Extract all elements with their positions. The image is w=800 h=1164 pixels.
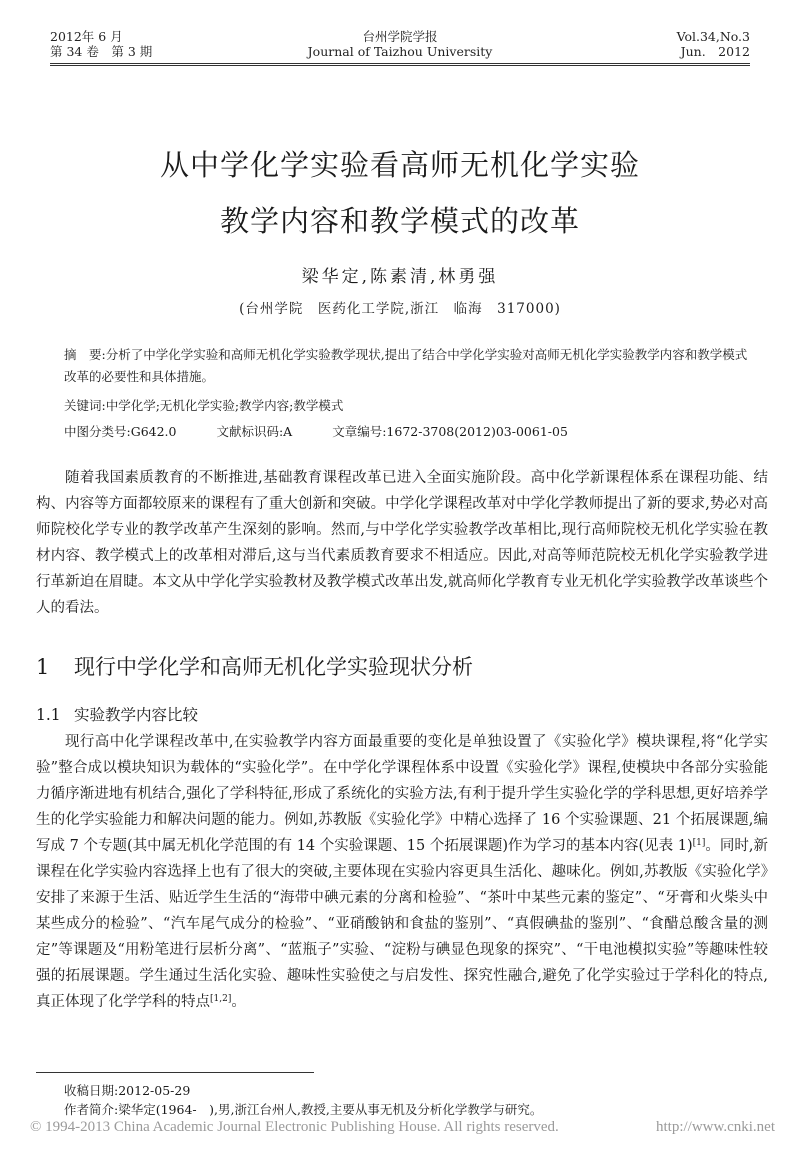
section-heading-1	[36, 651, 473, 681]
issue-date: 2012年 6 月	[50, 29, 123, 44]
received-date-footnote: 收稿日期:2012-05-29	[64, 1083, 191, 1098]
paper-title-line2: 教学内容和教学模式的改革	[219, 204, 580, 238]
footnote-rule	[36, 1072, 314, 1073]
subsection-title: 实验教学内容比较	[74, 706, 199, 724]
paragraph-text-part1: 现行高中化学课程改革中,在实验教学内容方面最重要的变化是单独设置了《实验化学》模块课程,将“化学实验”整合成以模块知识为载体的“实验化学”。在中学化学课程体系中设置《实验化学》课程,使模块中各部分实验能力循序渐进地有机结合,强化了学科特征,形成了系统化的实验方法,有利于提升学生实验化学的学科思想,更好培养学生的化学实验能力和解决问题的能力。例如,苏教版《实验化学》中精心选择了 16 个实验课题、21 个拓展课题,编写成 7 个专题(其中属无机化学范围的有 14 个实验课题、15 个拓展课题)作为学习的基本内容(见表 1)	[36, 734, 768, 854]
journal-name-cn: 台州学院学报	[362, 29, 438, 44]
copyright-text: © 1994-2013 China Academic Journal Electronic Publishing House. All rights reserved.	[30, 1119, 559, 1135]
paragraph-text-part2: 。同时,新课程在化学实验内容选择上也有了很大的突破,主要体现在实验内容更具生活化、趣味化。例如,苏教版《实验化学》安排了来源于生活、贴近学生生活的“海带中碘元素的分离和检验”、“茶叶中某些元素的鉴定”、“牙膏和火柴头中某些成分的检验”、“汽车尾气成分的检验”、“亚硝酸钠和食盐的鉴别”、“真假碘盐的鉴别”、“食醋总酸含量的测定”等课题及“用粉笔进行层析分离”、“蓝瓶子”实验、“淀粉与碘显色现象的探究”、“干电池模拟实验”等趣味性较强的拓展课题。学生通过生活化实验、趣味性实验使之与启发性、探究性融合,避免了化学实验过于学科化的特点,真正体现了化学学科的特点	[36, 838, 768, 1010]
abstract-label: 摘 要:	[64, 347, 106, 362]
copyright-footer	[30, 1119, 775, 1136]
paragraph-text-part3: 。	[231, 994, 246, 1010]
volume-issue: 第 34 卷 第 3 期	[50, 44, 153, 59]
document-code: 文献标识码:A	[216, 424, 293, 439]
author-affiliation: (台州学院 医药化工学院,浙江 临海 317000)	[239, 301, 561, 317]
classification-line	[64, 421, 754, 443]
clc-number: 中图分类号:G642.0	[64, 424, 177, 439]
cnki-link[interactable]: http://www.cnki.net	[655, 1119, 775, 1135]
intro-paragraph: 随着我国素质教育的不断推进,基础教育课程改革已进入全面实施阶段。高中化学新课程体系在课程功能、结构、内容等方面都较原来的课程有了重大创新和突破。中学化学课程改革对中学化学教师提出了新的要求,势必对高师院校化学专业的教学改革产生深刻的影响。然而,与中学化学实验教学改革相比,现行高师院校无机化学实验在教材内容、教学模式上的改革相对滞后,这与当代素质教育要求不相适应。因此,对高等师范院校无机化学实验教学进行革新迫在眉睫。本文从中学化学实验教材及教学模式改革出发,就高师化学教育专业无机化学实验教学改革谈些个人的看法。	[36, 470, 768, 616]
running-header-right	[677, 29, 750, 59]
header-rule-bottom	[50, 65, 750, 66]
subsection-paragraph	[36, 729, 768, 1015]
abstract	[64, 344, 754, 388]
subsection-heading-1-1	[36, 703, 198, 725]
article-number: 文章编号:1672-3708(2012)03-0061-05	[332, 424, 568, 439]
citation-1-2: [1,2]	[210, 994, 232, 1004]
abstract-text: 分析了中学化学实验和高师无机化学实验教学现状,提出了结合中学化学实验对高师无机化学实验教学内容和教学模式改革的必要性和具体措施。	[64, 347, 748, 384]
keywords-label: 关键词:	[64, 398, 106, 413]
keywords	[64, 395, 754, 417]
volume-issue-en: Vol.34,No.3	[676, 29, 750, 44]
author-list: 梁华定,陈素清,林勇强	[301, 267, 499, 287]
paper-title-line1: 从中学化学实验看高师无机化学实验	[159, 148, 640, 182]
journal-name-en: Journal of Taizhou University	[307, 44, 493, 59]
author-bio-footnote: 作者简介:梁华定(1964- ),男,浙江台州人,教授,主要从事无机及分析化学教学与研究。	[64, 1102, 543, 1117]
section-title: 现行中学化学和高师无机化学实验现状分析	[74, 655, 473, 679]
subsection-number: 1.1	[36, 706, 61, 724]
keywords-text: 中学化学;无机化学实验;教学内容;教学模式	[105, 398, 344, 413]
header-rule-top	[50, 63, 750, 64]
citation-1: [1]	[692, 838, 706, 848]
issue-date-en: Jun. 2012	[680, 44, 750, 59]
section-number: 1	[36, 655, 50, 679]
